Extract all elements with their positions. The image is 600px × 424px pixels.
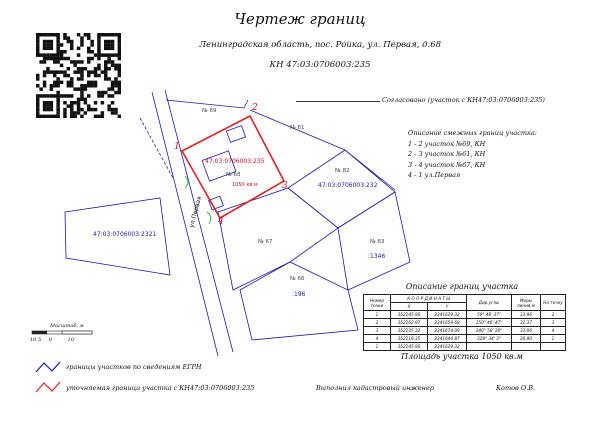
point-2: 2 (252, 103, 258, 113)
legend-egrn-text: границы участков по сведениям ЕГРН (66, 363, 202, 371)
adjacent-item: 3 - 4 участок №67, КН (408, 160, 486, 169)
table-cell-angle: 329° 34' 3" (467, 335, 512, 343)
table-cell-x: 362119.35 (391, 335, 428, 343)
adjacent-item: 1 - 2 участок №69, КН (408, 139, 486, 148)
table-cell-to: 4 (541, 327, 566, 335)
parcel-label-66: № 66 (290, 276, 305, 282)
engineer-name: Котов О.В. (496, 384, 536, 392)
table-cell-n: 4 (364, 335, 391, 343)
parcel-61-boundary (250, 110, 395, 190)
engineer-label: Выполнил кадастровый инженер (316, 384, 434, 392)
header-x: X (391, 303, 428, 311)
table-row (364, 311, 566, 319)
point-1: 1 (174, 142, 180, 152)
parcel-66-boundary (240, 262, 358, 340)
adjacent-title: Описание смежных границ участка: (408, 129, 538, 137)
cad-label-1346: :1346 (368, 253, 386, 260)
legend-red-line-icon (34, 380, 62, 394)
table-cell-n: 3 (364, 327, 391, 335)
table-cell-to: 2 (541, 311, 566, 319)
table-cell-n: 1 (364, 343, 391, 351)
table-cell-n: 2 (364, 319, 391, 327)
scale-tick: 10 (67, 337, 74, 343)
table-cell-angle: 59° 46' 37" (467, 311, 512, 319)
table-cell-y: 2241629.32 (428, 311, 467, 319)
header-to: На точку (541, 295, 566, 311)
cad-label-232: 47:03:0706003:232 (318, 182, 378, 189)
table-row (364, 343, 566, 351)
table-cell-x: 362135.32 (391, 327, 428, 335)
table-cell-to: 3 (541, 319, 566, 327)
parcel-area: Площадь участка 1050 кв.м (401, 352, 523, 361)
table-row (364, 327, 566, 335)
point-4: 4 (218, 217, 224, 227)
parcel-cadastral-number: КН 47:03:0706003:235 (269, 60, 371, 70)
scale-ruler (30, 329, 110, 337)
parcel-label-68: № 68 (226, 172, 241, 178)
table-cell-to: 1 (541, 335, 566, 343)
table-cell-y: 2241674.09 (428, 327, 467, 335)
table-row (364, 319, 566, 327)
cad-label-main: 47:03:0706003:235 (205, 158, 265, 165)
table-row (364, 335, 566, 343)
header-angle: Дир.углы (467, 295, 512, 311)
cad-label-196: :196 (292, 291, 306, 298)
scale-title: Масштаб, м (50, 323, 84, 329)
parcel-address: Ленинградская область, пос. Ройка, ул. Первая, д.68 (198, 40, 442, 50)
agreement-text: Согласовано (участок с КН47:03:0706003:235) (382, 96, 545, 104)
boundary-coordinates-table (363, 294, 566, 351)
parcel-label-61: № 61 (290, 125, 305, 131)
table-cell-x: 362145.90 (391, 343, 428, 351)
scale-tick: 0 (48, 337, 52, 343)
table-cell-angle: 240° 58' 20" (467, 327, 512, 335)
green-mark (207, 212, 211, 224)
table-cell-len: 30.90 (512, 335, 541, 343)
table-cell-y: 2241644.87 (428, 335, 467, 343)
table-cell-len: 31.37 (512, 319, 541, 327)
parcel-label-69: № 69 (202, 108, 217, 114)
parcel-label-63: № 63 (370, 239, 385, 245)
outbuilding-outline (226, 126, 245, 143)
legend-blue-line-icon (34, 360, 62, 374)
parcel-label-82: № 82 (335, 168, 350, 174)
road-line (140, 118, 173, 178)
legend-refined-text: уточняемая граница участка с КН47:03:0706003:235 (66, 384, 255, 392)
parcel-69-boundary (166, 100, 248, 108)
street-label: ул.Первая (188, 195, 204, 229)
parcel-67-boundary (218, 188, 338, 290)
table-cell-angle (467, 343, 512, 351)
scale-tick: 5 (37, 337, 42, 343)
table-cell-len (512, 343, 541, 351)
area-label-map: 1050 кв.м (232, 182, 258, 188)
document-title: Чертеж границ (234, 10, 366, 28)
header-point: Номер точки (364, 295, 391, 311)
header-coords: К О О Р Д И Н А Т Ы (391, 295, 467, 303)
parcel-label-67: № 67 (258, 239, 273, 245)
table-cell-len: 33.06 (512, 327, 541, 335)
point-3: 3 (282, 181, 288, 191)
table-cell-to (541, 343, 566, 351)
header-length: Меры линий,м (512, 295, 541, 311)
cad-label-2321: 47:03:0706003:2321 (93, 231, 157, 238)
header-y: Y (428, 303, 467, 311)
table-cell-y: 2241629.32 (428, 343, 467, 351)
table-cell-angle: 150° 46' 47" (467, 319, 512, 327)
scale-bar (30, 323, 110, 343)
parcel-82-boundary (288, 150, 395, 228)
table-cell-y: 2241658.68 (428, 319, 467, 327)
road-line (152, 92, 218, 356)
boundary-table-title: Описание границ участка (405, 282, 519, 291)
adjacent-item: 2 - 3 участок №61, КН (408, 150, 486, 158)
table-cell-n: 1 (364, 311, 391, 319)
table-cell-x: 362145.90 (391, 311, 428, 319)
table-cell-len: 33.96 (512, 311, 541, 319)
scale-tick: 10 (30, 337, 37, 343)
adjacent-item: 4 - 1 ул.Первая (408, 171, 461, 179)
table-cell-x: 362162.97 (391, 319, 428, 327)
